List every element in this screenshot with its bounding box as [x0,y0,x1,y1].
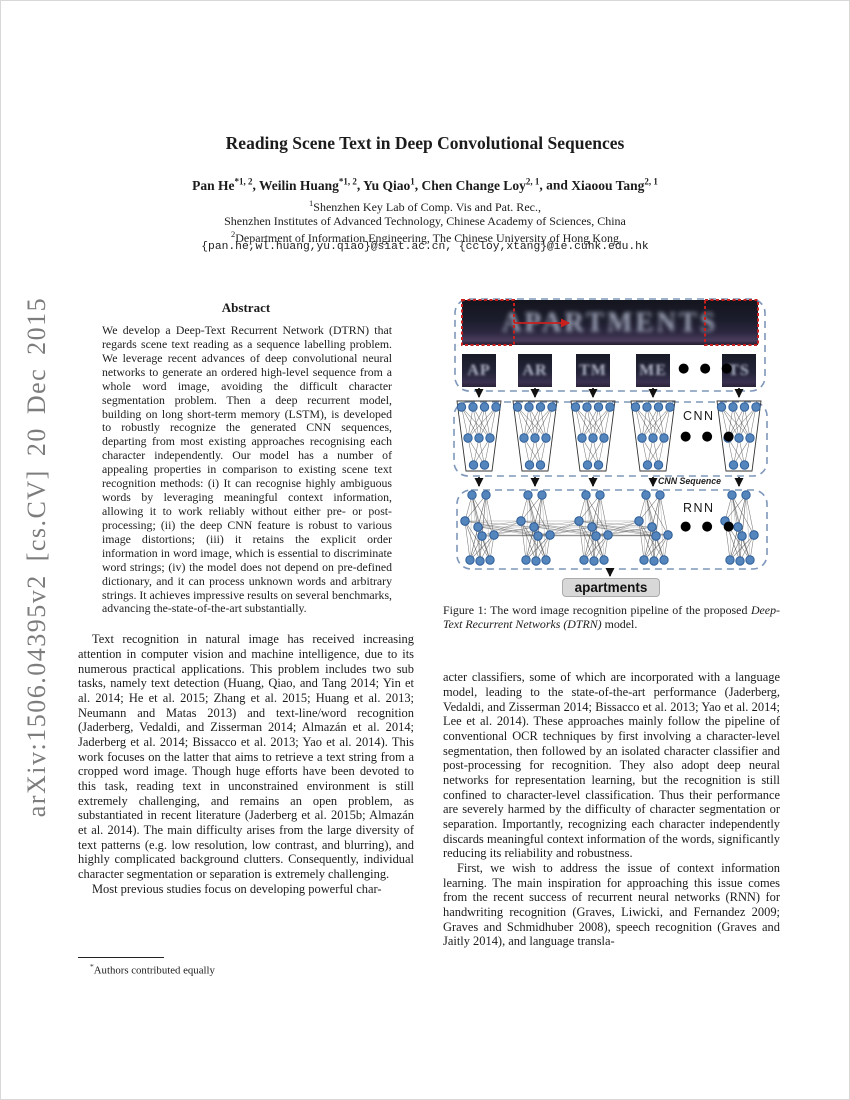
affiliation-line: Shenzhen Institutes of Advanced Technology, Chinese Academy of Sciences, China [224,213,626,228]
word-image-text: APARTMENTS [501,306,719,338]
ellipsis-rnn: ● ● ● [680,519,738,534]
word-patch-text: AP [467,361,491,379]
ellipsis-cnn: ● ● ● [680,429,738,444]
arxiv-watermark: arXiv:1506.04395v2 [cs.CV] 20 Dec 2015 [22,296,51,818]
word-patch-text: TM [579,361,607,379]
footnote-rule [78,957,164,958]
affiliation-line: $^1$Shenzhen Key Lab of Comp. Vis and Pat. Rec., [309,198,541,214]
cnn-sequence-label: CNN Sequence [658,476,722,486]
affiliations [0,197,850,246]
ellipsis-patches: ● ● ● [678,361,736,376]
output-word-box: apartments [562,578,660,597]
body-paragraph-continuation: acter classifiers, some of which are incorporated with a language model, leading to the state-of-the-art performance (Jaderberg, Vedaldi, and Zisserman 2014; Bissacco et al. 2013; Yao et al. 2014; Lee et al. 2014). These approaches mainly follow the pipeline of conventional OCR techniques by first involving a character-level segmentation, then followed by an isolated character classifier and post-processing for recognition. They also adopt deep neural networks for representation learning, but the recognition is still confined to character-level classification. Thus their performance are severely harmed by the difficulty of character segmentation or separation. Importantly, recognizing each character independently discards meaningful context information of the words, significantly reducing its reliability and robustness. [443,670,780,861]
paper-title: Reading Scene Text in Deep Convolutional Sequences [225,133,625,153]
author-emails: {pan.he,wl.huang,yu.qiao}@siat.ac.cn, {ccloy,xtang}@ie.cuhk.edu.hk [201,241,649,253]
word-patch-text: AR [522,361,548,379]
figure-diagram-svg [450,288,795,599]
abstract-text: We develop a Deep-Text Recurrent Network (DTRN) that regards scene text reading as a sequence labelling problem. We leverage recent advances of deep convolutional neural networks to generate an ordered high-level sequence from a whole word image, avoiding the difficult character segmentation problem. Then a deep recurrent model, building on long short-term memory (LSTM), is developed to robustly recognize the generated CNN sequences, departing from most existing approaches recognising each character independently. Our model has a number of appealing properties in comparison to existing scene text recognition methods: (i) It can recognise highly ambiguous words by leveraging meaningful context information, allowing it to work reliably without either pre- or post-processing; (ii) the deep CNN feature is robust to various image distortions; (iii) it retains the explicit order information in word image, which is essential to discriminate word strings; (iv) the model does not depend on pre-defined dictionary, and it can process unknown words and arbitrary strings. It achieves impressive results on several benchmarks, advancing the-state-of-the-art substantially. [102,323,392,616]
cnn-label: CNN [683,409,715,423]
author: Chen Change Loy$^{2, 1}$ [421,176,540,193]
intro-paragraph-2: Most previous studies focus on developing powerful char- [92,881,382,896]
intro-paragraph-1: Text recognition in natural image has received increasing attention in computer vision and machine intelligence, due to its numerous practical applications. This problem includes two sub tasks, namely text detection (Huang, Qiao, and Tang 2014; Yin et al. 2014; He et al. 2015; Zhang et al. 2015; Huang et al. 2013; Neumann and Matas 2013) and text-line/word recognition (Jaderberg, Vedaldi, and Zisserman 2014; Almazán et al. 2014; Jaderberg et al. 2014; Bissacco et al. 2013; Yao et al. 2014). This work focuses on the latter that aims to retrieve a text string from a cropped word image. Though huge efforts have been devoted to this task, reading text in unconstrained environment is still extremely challenging, and remains an open problem, as substantiated in recent literature (Jaderberg et al. 2015b; Almazán et al. 2014). The main difficulty arises from the large diversity of text patterns (e.g. low resolution, low contrast, and blurring), and highly complicated background clutters. Consequently, individual character segmentation or separation is extremely challenging. [78,632,414,881]
author: Weilin Huang$^{*1, 2}$ [258,176,357,193]
author: Yu Qiao$^1$ [363,176,415,193]
caption-suffix: model. [601,617,638,632]
caption-model-name: Deep-Text Recurrent Networks (DTRN) [443,603,780,632]
affiliation-line: $^2$Department of Information Engineering, The Chinese University of Hong Kong [231,229,619,246]
word-patch-text: ME [639,361,667,379]
word-patch-text: TS [728,361,750,379]
figure-1-caption [443,603,780,631]
left-column [78,296,414,896]
right-column [443,288,780,949]
rnn-label: RNN [683,501,715,515]
footnote [90,962,215,977]
authors-line: Pan He$^{*1, 2}$, Weilin Huang$^{*1, 2}$, Yu Qiao$^1$, Chen Change Loy$^{2, 1}$, and Xiaoou Tang$^{2, 1}$ [192,176,658,193]
body-paragraph-2: First, we wish to address the issue of context information learning. The main inspiration for approaching this issue comes from the recent success of recurrent neural networks (RNN) for handwriting recognition (Graves, Liwicki, and Fernandez 2009; Graves and Schmidhuber 2008), speech recognition (Graves and Jaitly 2014), and language transla- [443,860,780,949]
author: Pan He$^{*1, 2}$ [192,176,253,193]
footnote-text: Authors contributed equally [93,964,215,977]
footnote-marker: * [90,962,94,971]
author: Xiaoou Tang$^{2, 1}$ [571,176,658,193]
caption-prefix: Figure 1: The word image recognition pipeline of the proposed [443,603,751,617]
abstract-heading: Abstract [221,300,271,315]
figure-1-pipeline [450,288,795,599]
